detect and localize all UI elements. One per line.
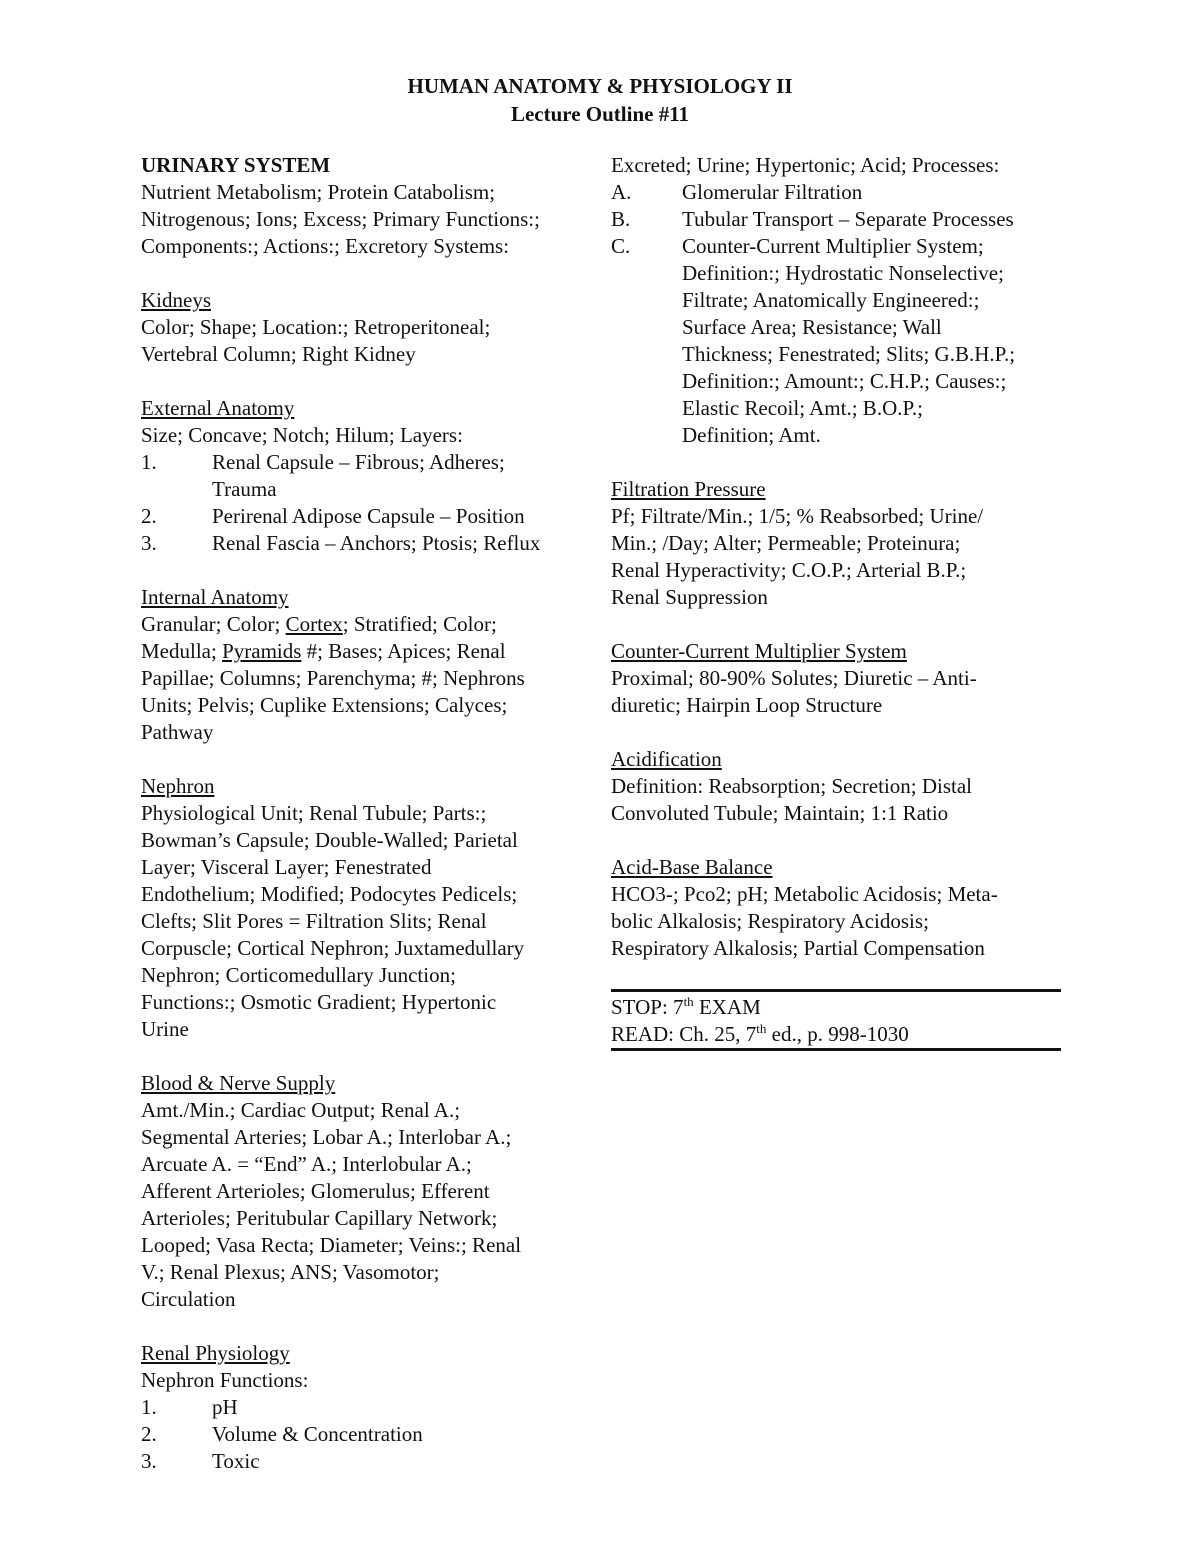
section-acidification — [611, 746, 1071, 827]
text-line: Clefts; Slit Pores = Filtration Slits; Renal — [141, 909, 487, 933]
list-text: Tubular Transport – Separate Processes — [682, 207, 1014, 231]
text-line: Amt./Min.; Cardiac Output; Renal A.; — [141, 1098, 461, 1122]
stop-line — [611, 994, 1061, 1021]
text-line: Nitrogenous; Ions; Excess; Primary Functions:; — [141, 207, 540, 231]
section-title: Filtration Pressure — [611, 477, 766, 501]
list-text: Renal Capsule – Fibrous; Adheres; — [212, 450, 505, 474]
list-text: Glomerular Filtration — [682, 180, 863, 204]
list-letter: A. — [611, 180, 632, 204]
text-line: diuretic; Hairpin Loop Structure — [611, 693, 883, 717]
text-fragment: Granular; Color; — [141, 612, 286, 636]
list-number: 3. — [141, 531, 157, 555]
text-line: V.; Renal Plexus; ANS; Vasomotor; — [141, 1260, 440, 1284]
section-title: Kidneys — [141, 288, 211, 312]
text-line: Definition: Reabsorption; Secretion; Distal — [611, 774, 973, 798]
superscript: th — [756, 1021, 767, 1036]
text-line: Nephron; Corticomedullary Junction; — [141, 963, 456, 987]
superscript: th — [683, 994, 694, 1009]
text-fragment: STOP: 7 — [611, 995, 684, 1019]
text-line — [141, 611, 596, 638]
text-line: Min.; /Day; Alter; Permeable; Proteinura; — [611, 531, 961, 555]
text-line: Pf; Filtrate/Min.; 1/5; % Reabsorbed; Urine/ — [611, 504, 984, 528]
list-item — [141, 503, 596, 530]
section-kidneys — [141, 287, 596, 368]
text-line: Segmental Arteries; Lobar A.; Interlobar A.; — [141, 1125, 512, 1149]
section-title: Nephron — [141, 774, 215, 798]
list-text: Surface Area; Resistance; Wall — [682, 315, 942, 339]
section-title: Renal Physiology — [141, 1341, 290, 1365]
section-title: Counter-Current Multiplier System — [611, 639, 907, 663]
list-text: Toxic — [212, 1449, 260, 1473]
text-line: Renal Hyperactivity; C.O.P.; Arterial B.P.; — [611, 558, 967, 582]
list-item — [141, 1421, 596, 1448]
text-fragment: EXAM — [693, 995, 761, 1019]
text-line: Circulation — [141, 1287, 236, 1311]
section-title: Blood & Nerve Supply — [141, 1071, 336, 1095]
document-header — [0, 72, 1200, 128]
text-fragment: ed., p. 998-1030 — [766, 1022, 909, 1046]
text-line — [141, 638, 596, 665]
right-column — [611, 152, 1071, 1051]
list-item — [141, 449, 596, 503]
text-fragment: READ: Ch. 25, 7 — [611, 1022, 757, 1046]
list-number: 1. — [141, 1395, 157, 1419]
list-item — [611, 179, 1071, 206]
text-line: Nutrient Metabolism; Protein Catabolism; — [141, 180, 496, 204]
text-line: Urine — [141, 1017, 189, 1041]
document-title: HUMAN ANATOMY & PHYSIOLOGY II — [407, 74, 793, 98]
list-text: Renal Fascia – Anchors; Ptosis; Reflux — [212, 531, 541, 555]
list-item — [141, 1448, 596, 1475]
list-text: Volume & Concentration — [212, 1422, 423, 1446]
section-blood-nerve-supply — [141, 1070, 596, 1313]
list-letter: C. — [611, 234, 631, 258]
text-line: Endothelium; Modified; Podocytes Pedicels; — [141, 882, 518, 906]
section-title: Internal Anatomy — [141, 585, 289, 609]
list-item — [611, 233, 1071, 449]
text-line: Layer; Visceral Layer; Fenestrated — [141, 855, 432, 879]
text-line: Components:; Actions:; Excretory Systems: — [141, 234, 510, 258]
text-fragment: #; Bases; Apices; Renal — [301, 639, 506, 663]
left-column — [141, 152, 596, 1502]
section-renal-physiology-continued — [611, 152, 1071, 449]
section-title: Acid-Base Balance — [611, 855, 773, 879]
text-fragment: Medulla; — [141, 639, 223, 663]
text-line: Units; Pelvis; Cuplike Extensions; Calyces; — [141, 693, 508, 717]
list-number: 3. — [141, 1449, 157, 1473]
list-text: Definition; Amt. — [682, 423, 821, 447]
section-title: URINARY SYSTEM — [141, 153, 331, 177]
term-pyramids: Pyramids — [222, 639, 302, 663]
list-letter: B. — [611, 207, 631, 231]
list-item — [141, 530, 596, 557]
section-acid-base-balance — [611, 854, 1071, 962]
text-line: Bowman’s Capsule; Double-Walled; Parietal — [141, 828, 518, 852]
list-text: Trauma — [212, 477, 277, 501]
list-number: 1. — [141, 450, 157, 474]
stop-read-box — [611, 989, 1061, 1051]
list-number: 2. — [141, 1422, 157, 1446]
section-filtration-pressure — [611, 476, 1071, 611]
text-line: HCO3-; Pco2; pH; Metabolic Acidosis; Meta- — [611, 882, 998, 906]
text-line: Functions:; Osmotic Gradient; Hypertonic — [141, 990, 497, 1014]
section-renal-physiology — [141, 1340, 596, 1475]
text-line: Arcuate A. = “End” A.; Interlobular A.; — [141, 1152, 472, 1176]
list-item — [141, 1394, 596, 1421]
list-text: Thickness; Fenestrated; Slits; G.B.H.P.; — [682, 342, 1016, 366]
section-urinary-system — [141, 152, 596, 260]
list-text: Elastic Recoil; Amt.; B.O.P.; — [682, 396, 923, 420]
section-internal-anatomy — [141, 584, 596, 746]
text-line: Color; Shape; Location:; Retroperitoneal; — [141, 315, 491, 339]
text-line: Pathway — [141, 720, 214, 744]
list-text: Definition:; Hydrostatic Nonselective; — [682, 261, 1004, 285]
text-line: Proximal; 80-90% Solutes; Diuretic – Anti- — [611, 666, 977, 690]
section-title: External Anatomy — [141, 396, 295, 420]
text-line: Renal Suppression — [611, 585, 768, 609]
list-text: Filtrate; Anatomically Engineered:; — [682, 288, 980, 312]
text-line: Papillae; Columns; Parenchyma; #; Nephrons — [141, 666, 525, 690]
text-line: Corpuscle; Cortical Nephron; Juxtamedullary — [141, 936, 525, 960]
list-text: pH — [212, 1395, 238, 1419]
list-item — [611, 206, 1071, 233]
section-external-anatomy — [141, 395, 596, 557]
text-line: Respiratory Alkalosis; Partial Compensation — [611, 936, 985, 960]
text-fragment: ; Stratified; Color; — [342, 612, 497, 636]
list-number: 2. — [141, 504, 157, 528]
document-subtitle: Lecture Outline #11 — [510, 102, 690, 126]
text-line: Arterioles; Peritubular Capillary Network; — [141, 1206, 498, 1230]
term-cortex: Cortex — [285, 612, 343, 636]
section-nephron — [141, 773, 596, 1043]
text-line: Looped; Vasa Recta; Diameter; Veins:; Renal — [141, 1233, 522, 1257]
text-line: Excreted; Urine; Hypertonic; Acid; Processes: — [611, 153, 1000, 177]
text-line: Convoluted Tubule; Maintain; 1:1 Ratio — [611, 801, 949, 825]
text-line: Size; Concave; Notch; Hilum; Layers: — [141, 423, 463, 447]
read-line — [611, 1021, 1061, 1048]
text-line: Vertebral Column; Right Kidney — [141, 342, 416, 366]
text-line: Physiological Unit; Renal Tubule; Parts:; — [141, 801, 487, 825]
text-line: Afferent Arterioles; Glomerulus; Efferent — [141, 1179, 490, 1203]
text-line: bolic Alkalosis; Respiratory Acidosis; — [611, 909, 929, 933]
list-text: Definition:; Amount:; C.H.P.; Causes:; — [682, 369, 1007, 393]
list-text: Perirenal Adipose Capsule – Position — [212, 504, 525, 528]
list-text: Counter-Current Multiplier System; — [682, 234, 984, 258]
text-line: Nephron Functions: — [141, 1368, 309, 1392]
section-title: Acidification — [611, 747, 722, 771]
section-counter-current — [611, 638, 1071, 719]
